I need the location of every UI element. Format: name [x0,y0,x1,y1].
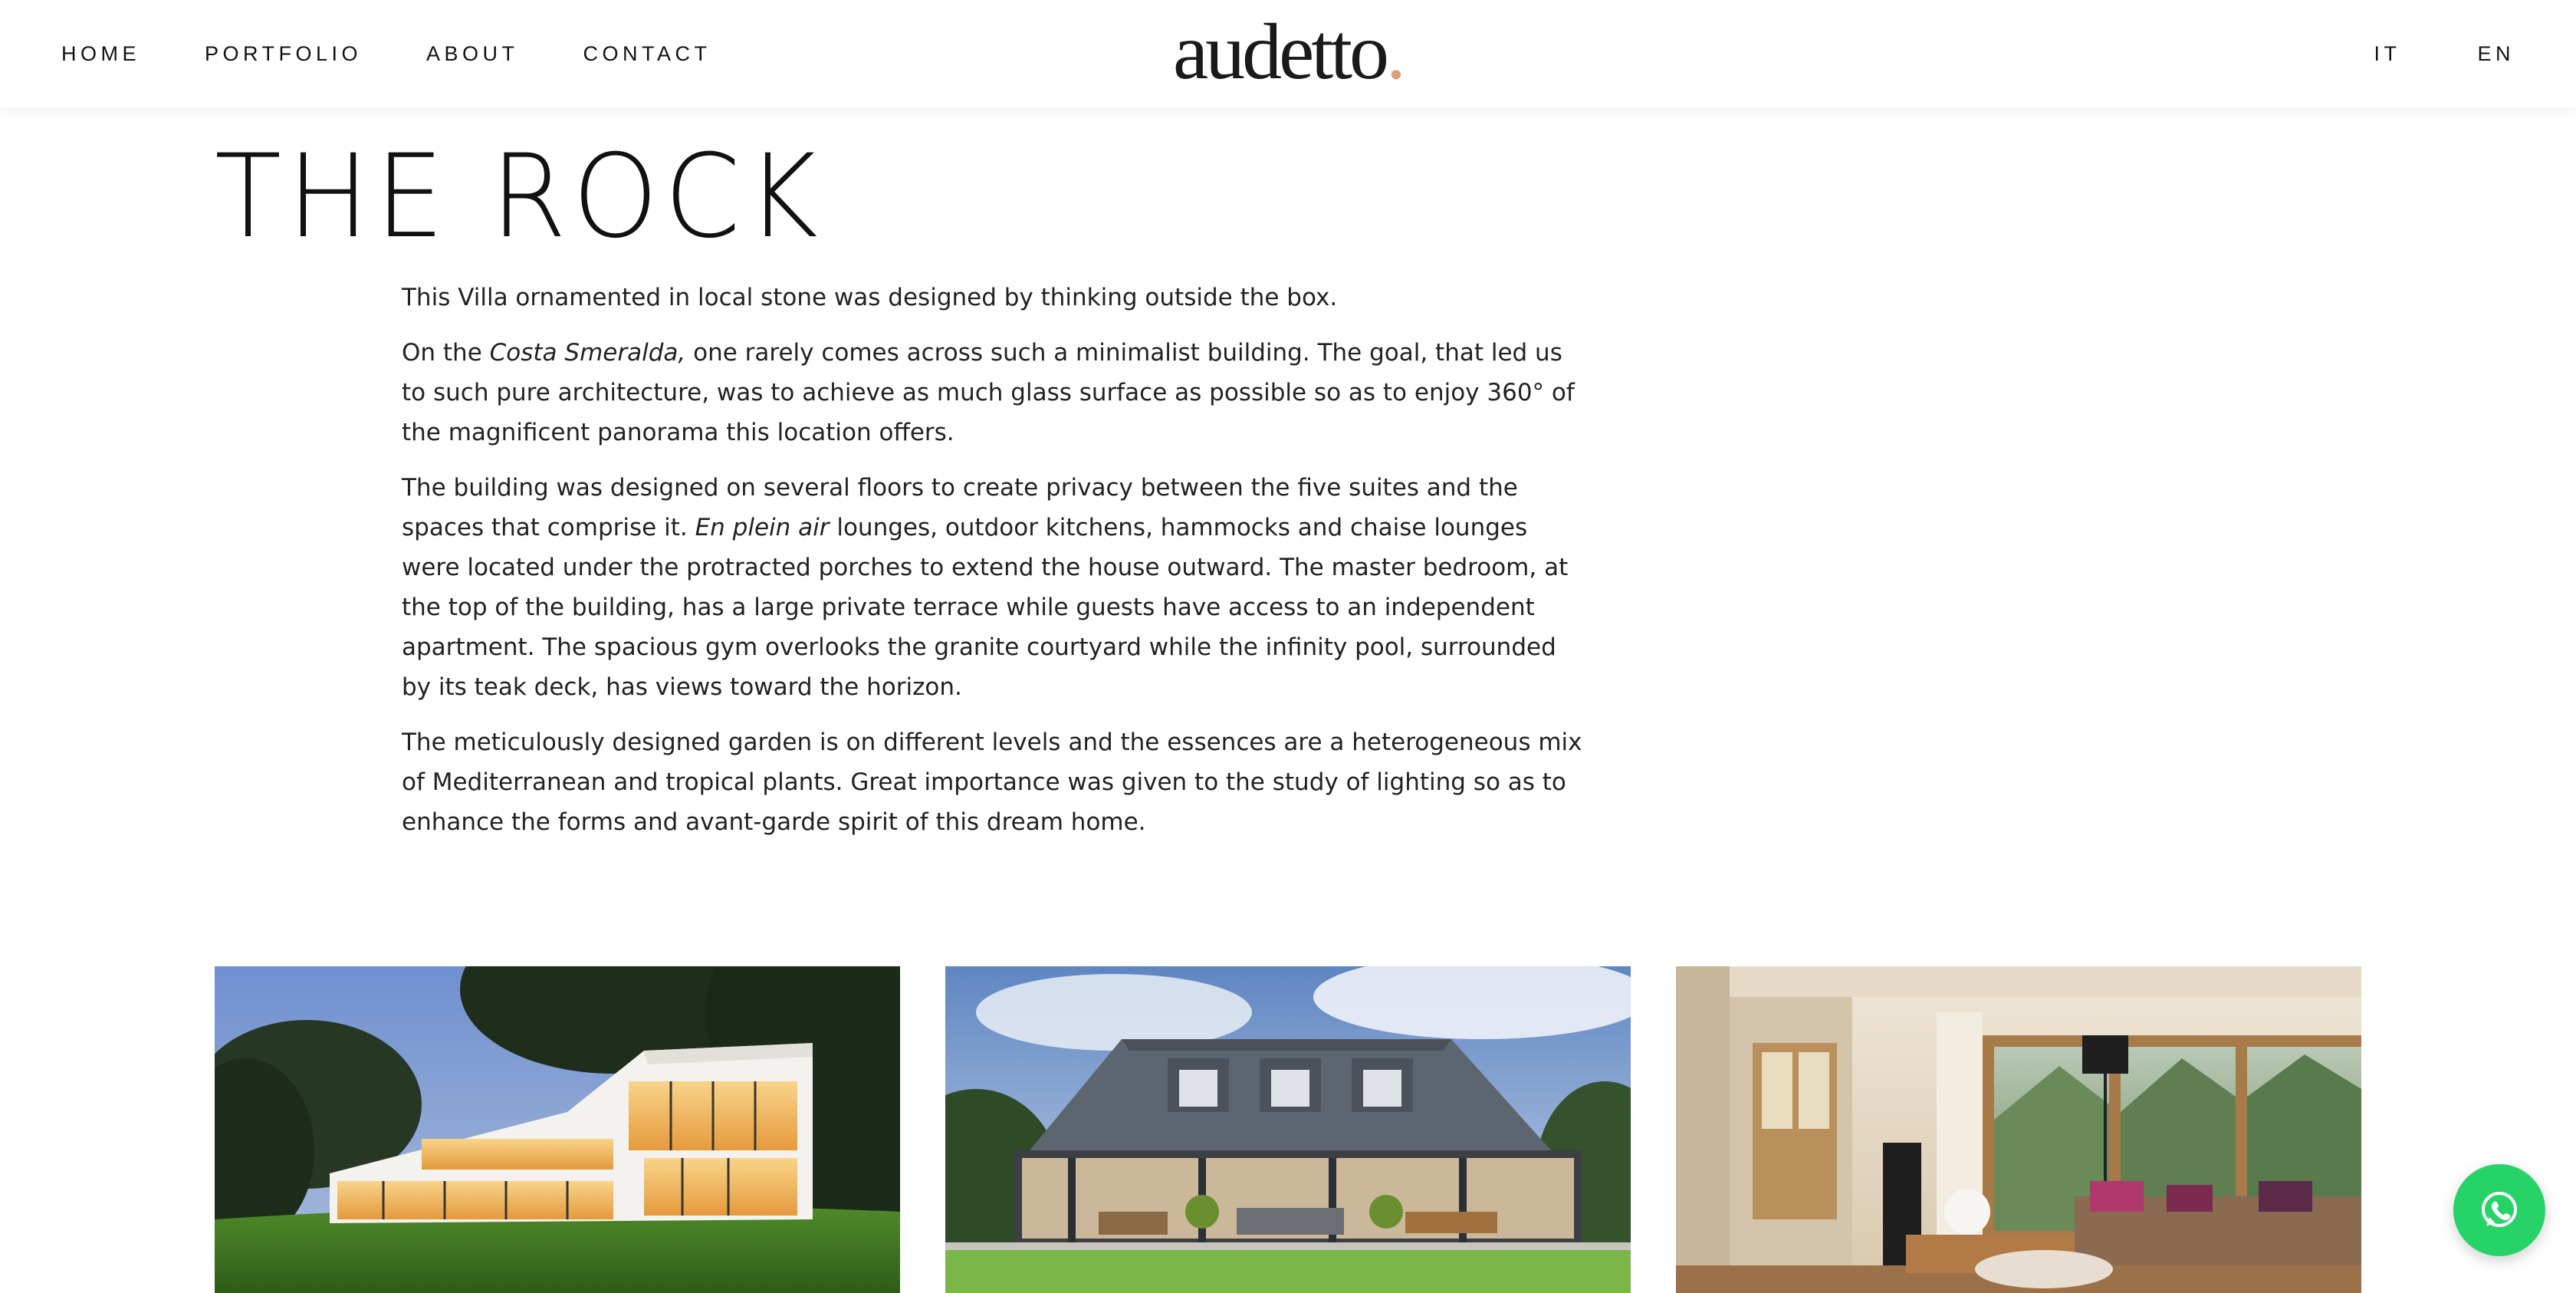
nav-about-link[interactable]: ABOUT [426,41,519,65]
paragraph-text: one rarely comes across such a minimalist building. The goal, that led us to such pure architecture, was to achieve as much glass surface as possible so as to enjoy 360° of the magnificent panorama this location offers. [402,339,1575,446]
living-room-photo [1676,966,2361,1293]
lang-it-link[interactable]: IT [2374,41,2401,65]
description-paragraph [402,333,1582,452]
gallery-image-modern-villa[interactable] [215,966,900,1293]
site-logo[interactable] [0,6,2576,98]
nav-portfolio-link[interactable]: PORTFOLIO [205,41,363,65]
site-header [0,0,2576,107]
logo-dot: . [1386,8,1404,96]
project-title: THE ROCK [215,130,824,264]
whatsapp-icon [2478,1189,2521,1232]
paragraph-text: On the [402,339,490,367]
paragraph-text: lounges, outdoor kitchens, hammocks and chaise lounges were located under the protracted porches to extend the house outward. The master bedroom, at the top of the building, has a large private terrace while guests have access to an independent apartment. The spacious gym overlooks the granite courtyard while the infinity pool, surrounded by its teak deck, has views toward the horizon. [402,514,1569,701]
description-paragraph: This Villa ornamented in local stone was designed by thinking outside the box. [402,284,1338,311]
paragraph-emphasis: Costa Smeralda, [489,339,686,367]
nav-contact-link[interactable]: CONTACT [583,41,711,65]
description-paragraph [402,468,1582,707]
paragraph-text: The building was designed on several floors to create privacy between the five suites and the spaces that comprise it. [402,474,1518,541]
slate-roof-house-photo [945,966,1631,1293]
lang-en-link[interactable]: EN [2477,41,2515,65]
nav-home-link[interactable]: HOME [61,41,140,65]
modern-villa-photo [215,966,900,1293]
language-switcher [2297,0,2515,107]
gallery-image-living-room[interactable] [1676,966,2361,1293]
logo-text: audetto [1172,8,1387,96]
project-gallery [215,966,2361,1293]
project-description [402,278,1582,857]
whatsapp-chat-button[interactable] [2453,1164,2545,1256]
gallery-image-slate-roof-house[interactable] [945,966,1631,1293]
description-paragraph: The meticulously designed garden is on different levels and the essences are a heterogeneous mix of Mediterranean and tropical plants. Great importance was given to the study of lighting so as to enhance the forms and avant-garde spirit of this dream home. [402,729,1582,836]
paragraph-emphasis: En plein air [695,514,830,541]
